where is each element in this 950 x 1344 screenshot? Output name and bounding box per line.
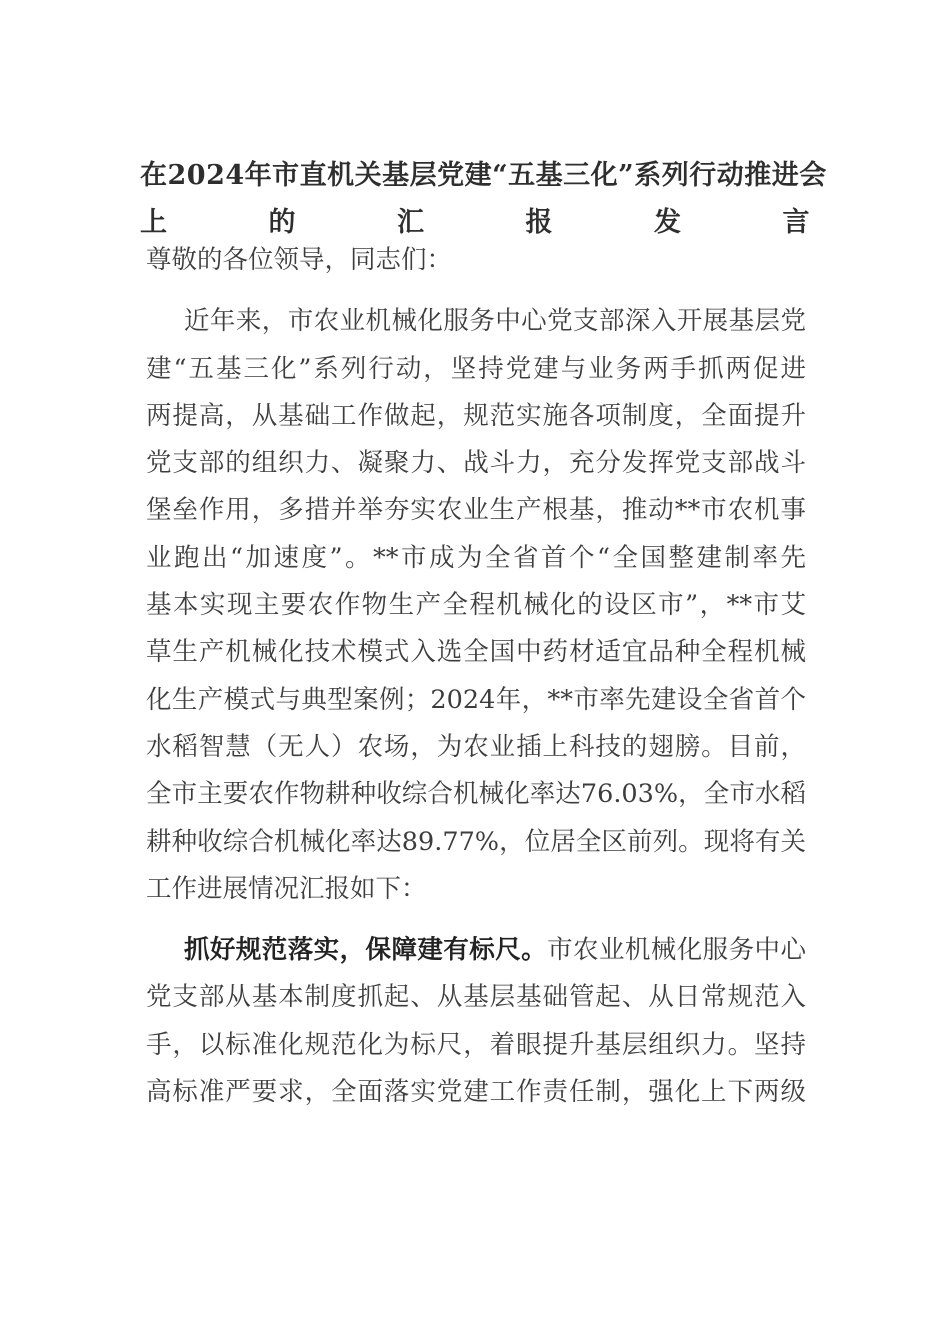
paragraph-text: 市农业机械化服务中心	[547, 935, 806, 966]
paragraph-line: 草生产机械化技术模式入选全国中药材适宜品种全程机械	[146, 637, 806, 668]
paragraph-line: 工作进展情况汇报如下：	[146, 873, 427, 904]
paragraph-line: 党支部的组织力、凝聚力、战斗力，充分发挥党支部战斗	[146, 448, 806, 479]
paragraph-line: 堡垒作用，多措并举夯实农业生产根基，推动**市农机事	[146, 495, 806, 526]
salutation-text: 尊敬的各位领导，同志们：	[146, 245, 453, 275]
paragraph-line: 基本实现主要农作物生产全程机械化的设区市”，**市艾	[146, 590, 806, 621]
paragraph-line: 两提高，从基础工作做起，规范实施各项制度，全面提升	[146, 400, 806, 431]
paragraph-line: 业跑出“加速度”。**市成为全省首个“全国整建制率先	[146, 542, 806, 573]
paragraph-line: 耕种收综合机械化率达89.77%，位居全区前列。现将有关	[146, 826, 806, 857]
paragraph-line: 建“五基三化”系列行动，坚持党建与业务两手抓两促进	[146, 353, 806, 384]
paragraph-line: 水稻智慧（无人）农场，为农业插上科技的翅膀。目前，	[146, 731, 806, 762]
section-heading: 抓好规范落实，保障建有标尺。	[184, 935, 548, 966]
paragraph-line: 高标准严要求，全面落实党建工作责任制，强化上下两级	[146, 1077, 806, 1108]
paragraph-1	[146, 298, 806, 913]
title-line-1: 在2024年市直机关基层党建“五基三化”系列行动推进会	[140, 160, 827, 191]
paragraph-line: 党支部从基本制度抓起、从基层基础管起、从日常规范入	[146, 982, 806, 1013]
salutation	[146, 237, 806, 284]
paragraph-line	[146, 927, 806, 974]
paragraph-line: 化生产模式与典型案例；2024年，**市率先建设全省首个	[146, 684, 806, 715]
document-title	[140, 152, 827, 246]
document-body	[146, 237, 806, 1116]
title-line-2: 上的汇报发言	[140, 207, 810, 238]
paragraph-line: 全市主要农作物耕种收综合机械化率达76.03%，全市水稻	[146, 779, 806, 810]
paragraph-line: 手，以标准化规范化为标尺，着眼提升基层组织力。坚持	[146, 1029, 806, 1060]
paragraph-2	[146, 927, 806, 1116]
paragraph-line: 近年来，市农业机械化服务中心党支部深入开展基层党	[184, 306, 806, 337]
